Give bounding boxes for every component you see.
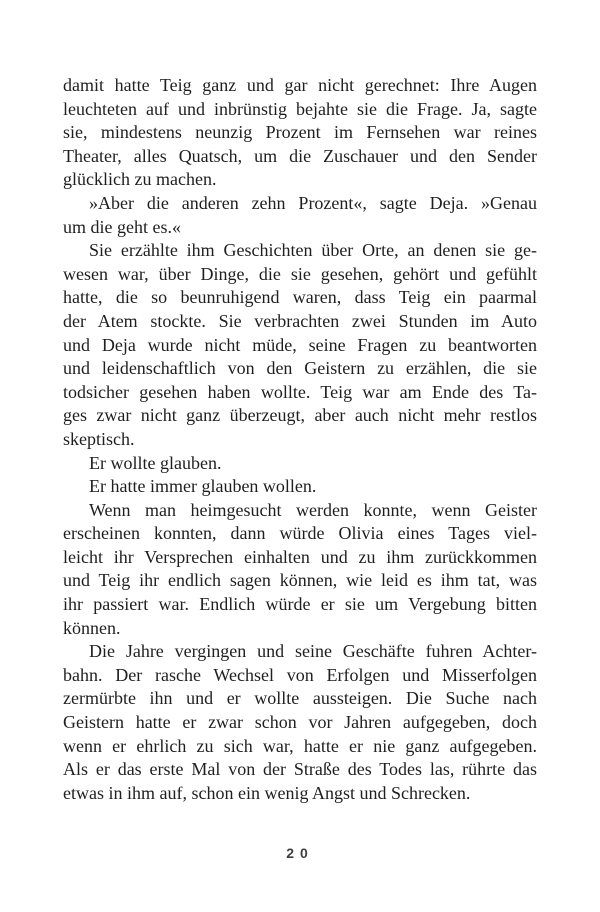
text-line: »Aber die anderen zehn Prozent«, sagte Deja. »Genau [89,192,537,213]
text-line: bahn. Der rasche Wechsel von Erfolgen und Misserfolgen [63,664,537,685]
text-line: todsicher gesehen haben wollte. Teig war am Ende des Ta- [63,381,537,402]
paragraph [63,239,537,451]
text-line: glücklich zu machen. [63,169,217,190]
paragraph [63,74,537,192]
text-line: damit hatte Teig ganz und gar nicht gerechnet: Ihre Augen [63,75,537,95]
text-line: und Teig ihr endlich sagen können, wie leid es ihm tat, was [63,570,537,591]
text-line: erscheinen konnten, dann würde Olivia eines Tages viel- [63,523,537,544]
text-line: Er hatte immer glauben wollen. [89,476,317,497]
text-line: sie, mindestens neunzig Prozent im Fernsehen war reines [63,122,537,143]
text-line: Die Jahre vergingen und seine Geschäfte fuhren Achter- [89,641,537,662]
paragraph [63,192,537,239]
text-line: wesen war, über Dinge, die sie gesehen, gehört und gefühlt [63,263,537,284]
text-line: etwas in ihm auf, schon ein wenig Angst und Schrecken. [63,782,471,803]
text-line: Geistern hatte er zwar schon vor Jahren aufgegeben, doch [63,712,537,733]
paragraph [63,640,537,805]
text-line: können. [63,617,121,638]
text-line: um die geht es.« [63,216,181,237]
paragraph [63,475,537,499]
text-line: ihr passiert war. Endlich würde er sie um Vergebung bitten [63,594,537,615]
text-line: Theater, alles Quatsch, um die Zuschauer und den Sender [63,145,537,166]
page-text [63,74,537,805]
page-number: 20 [286,845,314,861]
paragraph [63,452,537,476]
text-line: zermürbte ihn und er wollte aussteigen. Die Suche nach [63,688,537,709]
text-line: hatte, die so beunruhigend waren, dass Teig ein paarmal [63,287,537,308]
text-line: ges zwar nicht ganz überzeugt, aber auch nicht mehr restlos [63,405,537,426]
text-line: leuchteten auf und inbrünstig bejahte sie die Frage. Ja, sagte [63,98,537,119]
text-line: der Atem stockte. Sie verbrachten zwei Stunden im Auto [63,310,537,331]
text-line: Er wollte glauben. [89,452,222,473]
text-line: Wenn man heimgesucht werden konnte, wenn Geister [89,499,537,520]
text-line: skeptisch. [63,428,135,449]
text-line: Als er das erste Mal von der Straße des Todes las, rührte das [63,759,537,780]
text-line: und leidenschaftlich von den Geistern zu erzählen, die sie [63,358,537,379]
text-line: wenn er ehrlich zu sich war, hatte er nie ganz aufgegeben. [63,735,537,756]
text-line: leicht ihr Versprechen einhalten und zu ihm zurückkommen [63,546,537,567]
text-line: Sie erzählte ihm Geschichten über Orte, an denen sie ge- [89,240,537,261]
text-line: und Deja wurde nicht müde, seine Fragen zu beantworten [63,334,537,355]
paragraph [63,499,537,641]
